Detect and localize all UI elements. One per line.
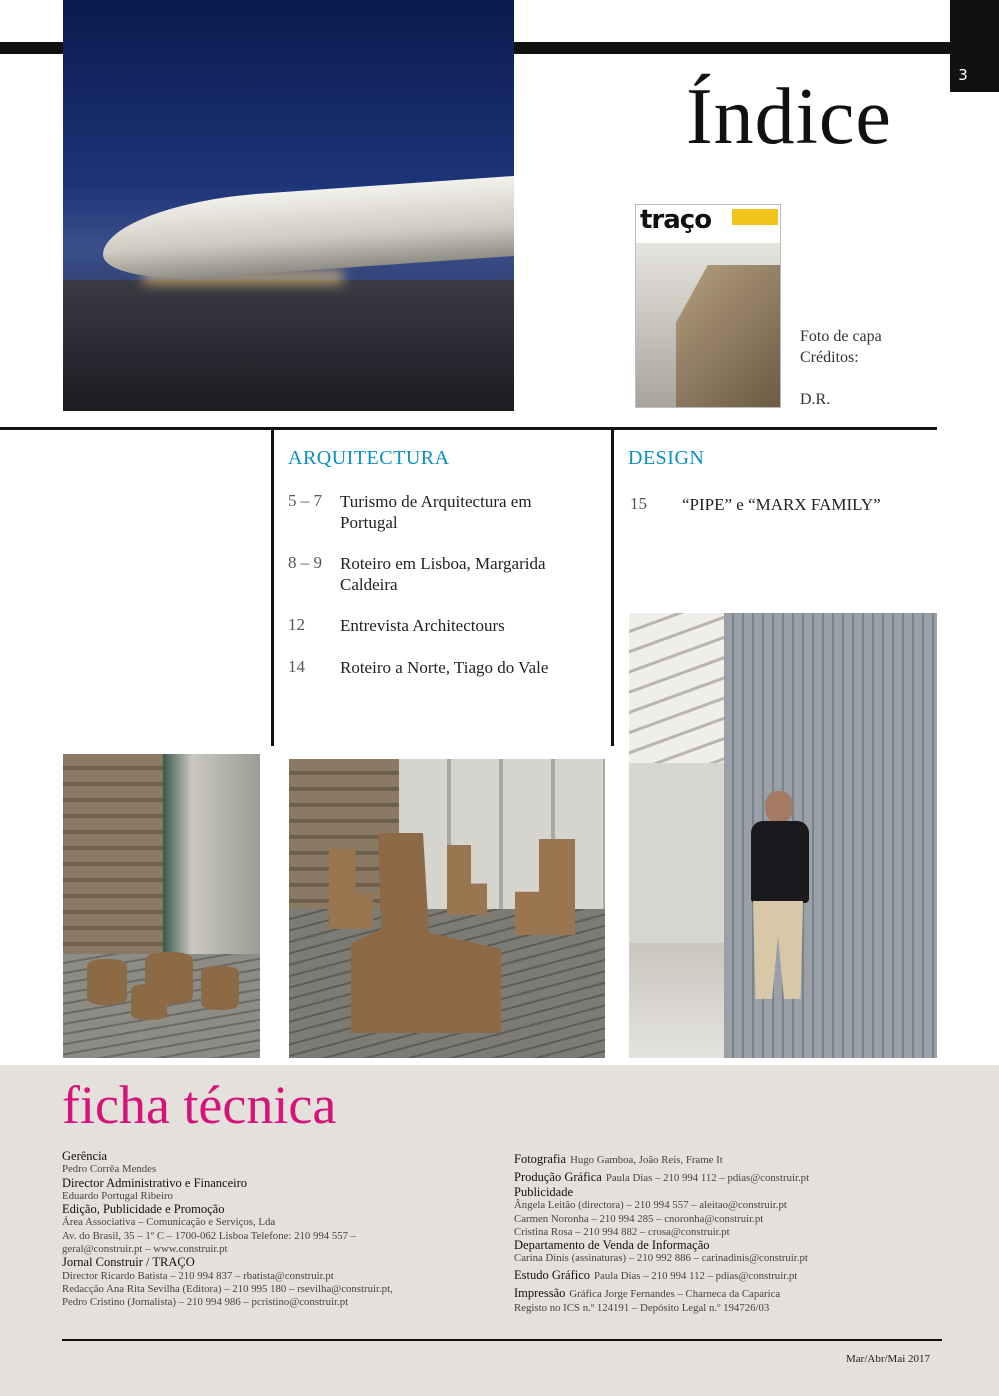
person-torso: [751, 821, 809, 903]
toc-item-page: 15: [630, 494, 647, 513]
ficha-heading: Departamento de Venda de Informação: [514, 1238, 710, 1253]
section-title-design: DESIGN: [628, 447, 705, 469]
ficha-title: ficha técnica: [62, 1075, 337, 1135]
photo-door: [163, 754, 260, 954]
toc-item[interactable]: [630, 494, 932, 515]
toc-item[interactable]: [288, 491, 540, 533]
ficha-text: Paula Dias – 210 994 112 – pdias@construir.pt: [594, 1269, 798, 1282]
ficha-text: Pedro Cristino (Jornalista) – 210 994 986 – pcristino@construir.pt: [62, 1296, 349, 1309]
ficha-heading: Impressão: [514, 1285, 566, 1300]
ficha-text: geral@construir.pt – www.construir.pt: [62, 1243, 228, 1256]
toc-item[interactable]: [288, 553, 580, 595]
ficha-text: Pedro Corrêa Mendes: [62, 1163, 157, 1176]
toc-item-title: Roteiro em Lisboa, Margarida Caldeira: [340, 554, 546, 594]
ficha-text: Área Associativa – Comunicação e Serviços, Lda: [62, 1216, 276, 1229]
footer-rule: [62, 1339, 942, 1341]
toc-item-page: 14: [288, 657, 305, 676]
ficha-text: Paula Dias – 210 994 112 – pdias@construir.pt: [605, 1172, 810, 1184]
person-head: [765, 791, 793, 823]
ficha-text: Redacção Ana Rita Sevilha (Editora) – 210 995 180 – rsevilha@construir.pt,: [62, 1282, 393, 1295]
cover-credit: [800, 326, 882, 410]
ficha-heading: Edição, Publicidade e Promoção: [62, 1202, 225, 1217]
cover-badge: [732, 209, 778, 225]
section-divider: [0, 427, 937, 430]
ficha-text: Carina Dinis (assinaturas) – 210 992 886 – carinadinis@construir.pt: [514, 1252, 808, 1265]
stool: [87, 959, 127, 1005]
stool: [201, 966, 239, 1010]
toc-item-page: 5 – 7: [288, 491, 322, 510]
ficha-text: Gráfica Jorge Fernandes – Charneca da Caparica: [569, 1287, 781, 1300]
section-title-arquitectura: ARQUITECTURA: [288, 447, 450, 469]
stool: [131, 984, 167, 1020]
ficha-text: Director Ricardo Batista – 210 994 837 – rbatista@construir.pt: [62, 1269, 334, 1282]
ficha-column-left: [62, 1150, 502, 1310]
ficha-heading: Estudo Gráfico: [514, 1267, 591, 1282]
toc-item[interactable]: [288, 615, 580, 636]
ficha-text: Registo no ICS n.º 124191 – Depósito Legal n.º 194726/03: [514, 1301, 770, 1314]
ficha-heading: Produção Gráfica: [514, 1170, 602, 1184]
photo-wall: [63, 754, 163, 954]
ficha-text: Eduardo Portugal Ribeiro: [62, 1189, 173, 1202]
photo-cork-chairs: [289, 759, 605, 1058]
ficha-heading: Jornal Construir / TRAÇO: [62, 1255, 195, 1270]
ficha-text: Ângela Leitão (directora) – 210 994 557 – aleitao@construir.pt: [514, 1199, 787, 1212]
cover-credit-sublabel: Créditos:: [800, 349, 859, 366]
toc-item-title: Roteiro a Norte, Tiago do Vale: [340, 658, 549, 677]
toc-item[interactable]: [288, 657, 580, 678]
toc-item-title: “PIPE” e “MARX FAMILY”: [682, 495, 881, 514]
photo-cork-stools: [63, 754, 260, 1058]
ficha-text: Cristina Rosa – 210 994 882 – crosa@construir.pt: [514, 1225, 730, 1238]
magazine-cover: [635, 204, 781, 408]
cover-logo: traço: [640, 205, 712, 235]
column-divider-right: [611, 430, 614, 746]
issue-date: Mar/Abr/Mai 2017: [846, 1353, 931, 1365]
ficha-column-right: [514, 1150, 934, 1315]
column-divider-left: [271, 430, 274, 746]
toc-item-title: Entrevista Architectours: [340, 616, 505, 635]
page-title: Índice: [686, 73, 892, 161]
cover-credit-value: D.R.: [800, 391, 831, 408]
toc-item-page: 12: [288, 615, 305, 634]
ficha-heading: Fotografia: [514, 1152, 567, 1166]
ficha-text: Carmen Noronha – 210 994 285 – cnoronha@construir.pt: [514, 1212, 764, 1225]
photo-portrait: [629, 613, 937, 1058]
toc-item-page: 8 – 9: [288, 553, 322, 572]
ficha-heading: Director Administrativo e Financeiro: [62, 1175, 248, 1190]
ficha-heading: Gerência: [62, 1149, 108, 1163]
hero-photo-building: [103, 175, 514, 284]
ficha-text: Hugo Gamboa, João Reis, Frame It: [570, 1154, 723, 1166]
page-number: 3: [958, 66, 968, 84]
hero-photo: [63, 0, 514, 411]
ficha-heading: Publicidade: [514, 1185, 574, 1199]
toc-item-title: Turismo de Arquitectura em Portugal: [340, 492, 532, 532]
hero-photo-ground: [63, 280, 514, 411]
ficha-text: Av. do Brasil, 35 – 1º C – 1700-062 Lisboa Telefone: 210 994 557 –: [62, 1229, 357, 1242]
cover-credit-label: Foto de capa: [800, 328, 882, 345]
